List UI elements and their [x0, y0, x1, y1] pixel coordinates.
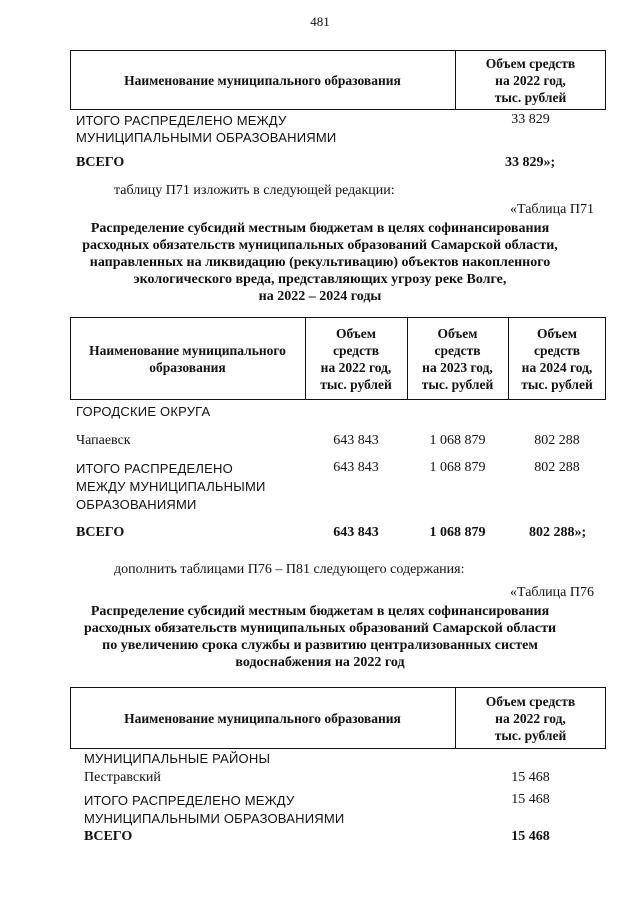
table1-total-label: ВСЕГО [76, 155, 125, 170]
table71-label: «Таблица П71 [510, 202, 594, 217]
table71-total-v3: 802 288»; [529, 525, 587, 540]
table1-header-name: Наименование муниципального образования [124, 72, 401, 88]
table76-section: МУНИЦИПАЛЬНЫЕ РАЙОНЫ [84, 751, 271, 766]
table71-header-col2: Объем средств на 2023 год, тыс. рублей [421, 325, 494, 392]
table71-row-chapaevsk-v2: 1 068 879 [429, 433, 486, 448]
table76-title: Распределение субсидий местным бюджетам в целях софинансирования расходных обязательств муниципальных образований Самарской области по увеличению срока службы и развитию централизованных систем водоснабжения на 2022 год [83, 604, 557, 670]
table71-total-v1: 643 843 [333, 525, 379, 540]
table76-header-name: Наименование муниципального образования [124, 710, 401, 726]
table71-title: Распределение субсидий местным бюджетам в целях софинансирования расходных обязательств муниципальных образований Самарской области, направленных на ликвидацию (рекультивацию) объектов накопленного экологического вреда, представляющих угрозу реке Волге, на 2022 – 2024 годы [82, 221, 558, 304]
instruction-1: таблицу П71 изложить в следующей редакции: [114, 183, 395, 198]
table1-row-itogo: ИТОГО РАСПРЕДЕЛЕНО МЕЖДУ МУНИЦИПАЛЬНЫМИ ОБРАЗОВАНИЯМИ [76, 113, 337, 145]
table76-row-itogo: ИТОГО РАСПРЕДЕЛЕНО МЕЖДУ МУНИЦИПАЛЬНЫМИ ОБРАЗОВАНИЯМИ [84, 793, 345, 826]
table76-total-label: ВСЕГО [84, 829, 133, 844]
table71-header-name: Наименование муниципального образования [89, 342, 286, 375]
table71-row-itogo: ИТОГО РАСПРЕДЕЛЕНО МЕЖДУ МУНИЦИПАЛЬНЫМИ ОБРАЗОВАНИЯМИ [76, 461, 266, 512]
table71-total-v2: 1 068 879 [429, 525, 486, 540]
instruction-2: дополнить таблицами П76 – П81 следующего содержания: [114, 562, 465, 577]
table1-total-v1: 33 829»; [505, 155, 556, 170]
page-number: 481 [310, 14, 330, 29]
table71-header-col1: Объем средств на 2022 год, тыс. рублей [320, 325, 392, 392]
table71-header-col3: Объем средств на 2024 год, тыс. рублей [521, 325, 593, 392]
table76-label: «Таблица П76 [510, 585, 594, 600]
table71-total-label: ВСЕГО [76, 525, 125, 540]
table76-total-v1: 15 468 [511, 829, 550, 844]
table1-row-itogo-v1: 33 829 [511, 112, 550, 127]
table1-header-col1: Объем средств на 2022 год, тыс. рублей [485, 55, 576, 105]
table71-section: ГОРОДСКИЕ ОКРУГА [76, 404, 211, 419]
table76-row-pestravsky: Пестравский [84, 770, 161, 785]
table71-row-chapaevsk-v3: 802 288 [534, 433, 580, 448]
table71-row-chapaevsk: Чапаевск [76, 433, 131, 448]
table71-row-itogo-v2: 1 068 879 [429, 460, 486, 475]
table76-header-col1: Объем средств на 2022 год, тыс. рублей [485, 693, 576, 743]
table71-row-chapaevsk-v1: 643 843 [333, 433, 379, 448]
table76-row-pestravsky-v1: 15 468 [511, 770, 550, 785]
table76-row-itogo-v1: 15 468 [511, 792, 550, 807]
table71-row-itogo-v3: 802 288 [534, 460, 580, 475]
table71-row-itogo-v1: 643 843 [333, 460, 379, 475]
